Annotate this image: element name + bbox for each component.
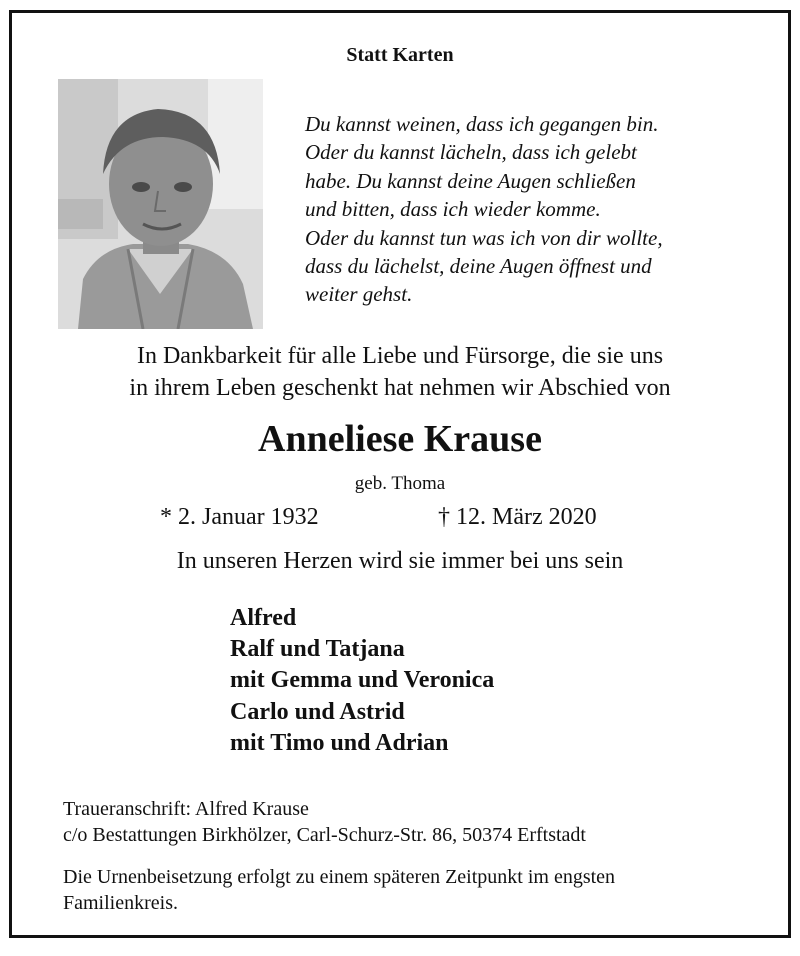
- intro-line: In Dankbarkeit für alle Liebe und Fürsorge, die sie uns: [136, 343, 664, 369]
- address-line: c/o Bestattungen Birkhölzer, Carl-Schurz-Str. 86, 50374 Erftstadt: [63, 824, 586, 846]
- header-statt-karten: Statt Karten: [346, 44, 454, 66]
- portrait-image: [58, 79, 263, 329]
- portrait-photo: [58, 79, 263, 329]
- burial-notice: [63, 864, 615, 916]
- family-member: mit Gemma und Veronica: [230, 667, 495, 694]
- family-list: [230, 603, 494, 759]
- intro-line: in ihrem Leben geschenkt hat nehmen wir Abschied von: [129, 375, 671, 401]
- poem-line: habe. Du kannst deine Augen schließen: [305, 168, 636, 193]
- family-member: Alfred: [230, 605, 297, 631]
- family-member: Ralf und Tatjana: [230, 636, 405, 663]
- poem-line: Oder du kannst lächeln, dass ich gelebt: [305, 140, 637, 165]
- death-date: † 12. März 2020: [438, 504, 597, 530]
- family-member: Carlo und Astrid: [230, 698, 405, 725]
- poem-line: weiter gehst.: [305, 282, 413, 307]
- closing-line: In unseren Herzen wird sie immer bei uns sein: [176, 548, 624, 574]
- birth-date: * 2. Januar 1932: [160, 504, 319, 530]
- poem-line: Oder du kannst tun was ich von dir wollte,: [305, 225, 663, 250]
- birth-name: geb. Thoma: [354, 473, 446, 494]
- poem-line: Du kannst weinen, dass ich gegangen bin.: [305, 112, 659, 136]
- notice-line: Die Urnenbeisetzung erfolgt zu einem späteren Zeitpunkt im engsten: [63, 866, 616, 888]
- poem-line: dass du lächelst, deine Augen öffnest und: [305, 254, 652, 279]
- poem-line: und bitten, dass ich wieder komme.: [305, 197, 601, 222]
- address-line: Traueranschrift: Alfred Krause: [63, 798, 309, 820]
- deceased-name: Anneliese Krause: [258, 418, 542, 460]
- poem: [305, 110, 663, 309]
- family-member: mit Timo und Adrian: [230, 729, 449, 756]
- mourning-address: [63, 796, 586, 848]
- notice-line: Familienkreis.: [63, 892, 178, 914]
